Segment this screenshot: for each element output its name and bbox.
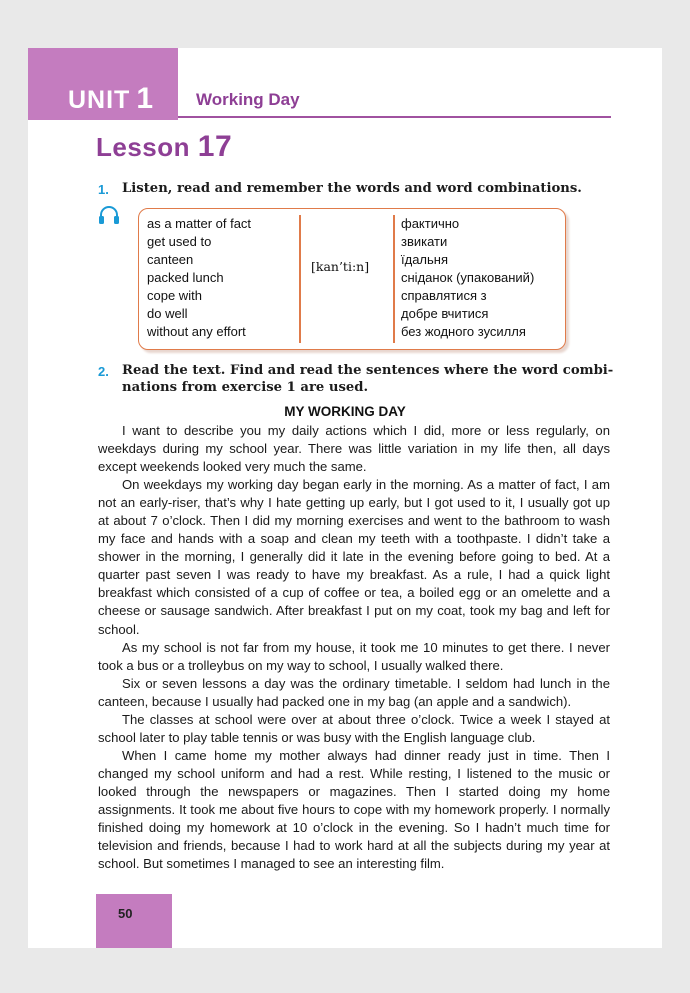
exercise-1-instruction: Listen, read and remember the words and word combinations.: [122, 181, 582, 196]
vocabulary-box: [138, 208, 566, 350]
unit-number: 1: [136, 82, 155, 115]
exercise-2-instruction-line-1: Read the text. Find and read the sentences where the word combi-: [122, 363, 614, 378]
text-paragraph: As my school is not far from my house, it took me 10 minutes to get there. I never took a bus or a trolleybus on my way to school, I usually walked there.: [98, 639, 610, 673]
unit-divider: [178, 116, 611, 118]
vocab-english-item: packed lunch: [147, 270, 224, 285]
vocab-english-item: canteen: [147, 252, 194, 267]
text-paragraph: The classes at school were over at about three o’clock. Twice a week I stayed at school later to play table tennis or was busy with the English language club.: [98, 711, 610, 745]
unit-badge: [28, 48, 178, 120]
vocab-english-column: [147, 215, 251, 341]
vocab-separator: [299, 215, 301, 343]
text-paragraph: I want to describe you my daily actions which I did, more or less regularly, on weekdays during my school year. There was little variation in my life then, all days except weekends looked very much the same.: [98, 423, 610, 475]
vocab-english-item: as a matter of fact: [147, 216, 252, 231]
vocab-english-item: cope with: [147, 288, 202, 303]
reading-text: [98, 422, 610, 873]
lesson-number: 17: [197, 130, 233, 163]
vocab-english-item: get used to: [147, 234, 212, 249]
text-paragraph: On weekdays my working day began early in the morning. As a matter of fact, I am not an early-riser, that’s why I hate getting up early, but I got used to it, I usually got up at about 7 o’clock. Then I did my morning exercises and went to the bathroom to wash my face and hands with a soap and clean my teeth with a toothpaste. I didn’t take a shower in the morning, I generally did it late in the evening before going to bed. At a quarter past seven I was ready to have my breakfast. As a rule, I had a quick light breakfast which consisted of a cup of coffee or tea, a boiled egg or an omelette and a cheese or sausage sandwich. After breakfast I put on my coat, took my bag and left for school.: [98, 477, 610, 637]
headphones-icon[interactable]: [98, 206, 120, 224]
vocab-ukrainian-item: без жодного зусилля: [401, 324, 526, 339]
exercise-2-instruction-line-2: nations from exercise 1 are used.: [122, 380, 369, 395]
vocab-ukrainian-item: справлятися з: [401, 288, 487, 303]
vocab-ukrainian-item: добре вчитися: [401, 306, 489, 321]
vocab-ukrainian-column: [401, 215, 534, 341]
lesson-label: Lesson: [96, 132, 191, 162]
vocab-ukrainian-item: їдальня: [401, 252, 449, 267]
exercise-2-number: 2.: [98, 364, 109, 379]
text-paragraph: Six or seven lessons a day was the ordinary timetable. I seldom had lunch in the canteen, because I usually had packed one in my bag (an apple and a sandwich).: [98, 675, 610, 709]
text-paragraph: When I came home my mother always had dinner ready just in time. Then I changed my school uniform and had a rest. While resting, I listened to the music or looked through the newspapers or magazines. Then I started doing my home assignments. It took me about five hours to cope with my homework properly. I normally finished doing my homework at 10 o’clock in the evening. So I hadn’t much time for television and friends, because I had to work hard at all the subjects during my year at school. But sometimes I managed to see an interesting film.: [98, 747, 610, 872]
lesson-title: [96, 130, 232, 164]
exercise-1-number: 1.: [98, 182, 109, 197]
vocab-transcription: [kan’ti:n]: [311, 259, 370, 274]
unit-label: [68, 82, 154, 116]
page-number: 50: [118, 906, 133, 921]
unit-title: Working Day: [196, 90, 300, 109]
textbook-page: [28, 48, 662, 948]
vocab-separator: [393, 215, 395, 343]
vocab-ukrainian-item: звикати: [401, 234, 448, 249]
unit-label-text: UNIT: [68, 86, 131, 114]
vocab-ukrainian-item: сніданок (упакований): [401, 270, 535, 285]
vocab-ukrainian-item: фактично: [401, 216, 460, 231]
text-title: MY WORKING DAY: [284, 404, 406, 419]
vocab-english-item: without any effort: [147, 324, 246, 339]
page-number-badge: [96, 894, 172, 948]
vocab-english-item: do well: [147, 306, 188, 321]
